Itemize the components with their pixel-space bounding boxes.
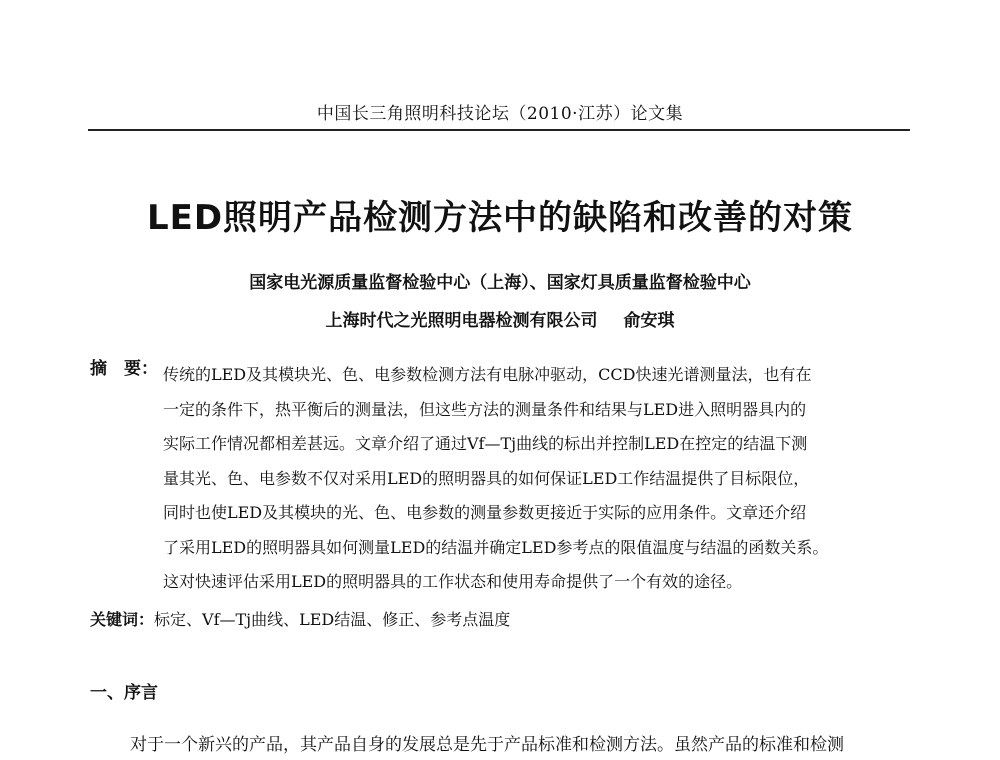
abstract-line: 这对快速评估采用LED的照明器具的工作状态和使用寿命提供了一个有效的途径。 [163,572,743,591]
affiliation-line-1: 国家电光源质量监督检验中心（上海）、国家灯具质量监督检验中心 [249,273,751,293]
abstract-line: 实际工作情况都相差甚远。文章介绍了通过Vf—Tj曲线的标出并控制LED在控定的结温下测 [163,434,808,453]
author-name: 俞安琪 [623,311,675,331]
header-rule [88,129,910,131]
abstract-line: 一定的条件下，热平衡后的测量法，但这些方法的测量条件和结果与LED进入照明器具内的 [163,399,807,419]
keywords [90,609,510,631]
keywords-label: 关键词： [90,610,155,629]
running-header: 中国长三角照明科技论坛（2010·江苏）论文集 [316,104,684,124]
abstract-body [163,358,911,600]
abstract-line: 传统的LED及其模块光、色、电参数检测方法有电脉冲驱动，CCD快速光谱测量法，也有在 [163,365,812,384]
affiliation-company: 上海时代之光照明电器检测有限公司 [325,311,598,331]
section-heading: 一、序言 [90,683,158,703]
abstract-line: 量其光、色、电参数不仅对采用LED的照明器具的如何保证LED工作结温提供了目标限位， [163,468,810,488]
abstract-line: 了采用LED的照明器具如何测量LED的结温并确定LED参考点的限值温度与结温的函数关系。 [163,537,829,557]
keywords-text: 标定、Vf—Tj曲线、LED结温、修正、参考点温度 [154,610,511,629]
affiliation-line-2 [0,310,1000,332]
abstract-label: 摘 要： [90,359,158,379]
abstract-line: 同时也使LED及其模块的光、色、电参数的测量参数更接近于实际的应用条件。文章还介绍 [163,503,807,522]
body-paragraph: 对于一个新兴的产品，其产品自身的发展总是先于产品标准和检测方法。虽然产品的标准和检测 [130,735,844,755]
paper-title: LED照明产品检测方法中的缺陷和改善的对策 [146,198,854,238]
